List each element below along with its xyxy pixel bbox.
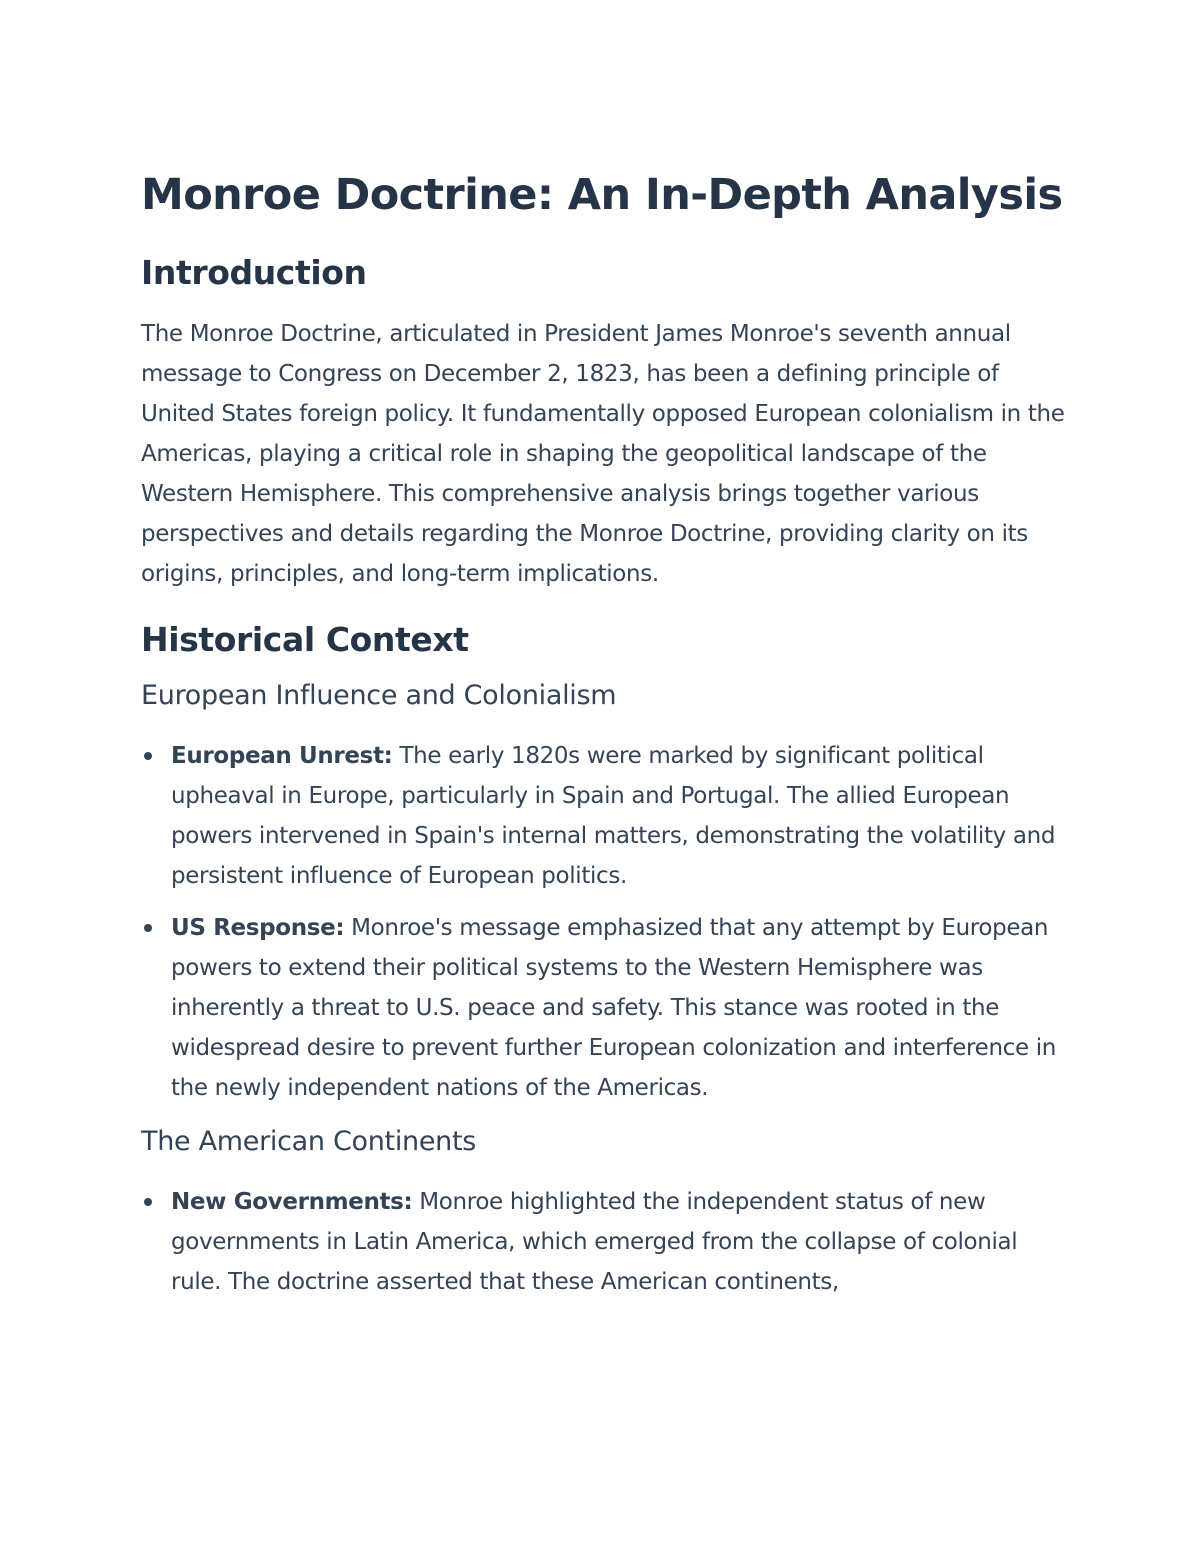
list-item-text: The early 1820s were marked by significant political upheaval in Europe, particularly in Spain and Portugal. The allied European powers intervened in Spain's internal matters, demonstrating the volatility and persistent influence of European politics. <box>171 743 1056 889</box>
list-item-text: Monroe's message emphasized that any attempt by European powers to extend their political systems to the Western Hemisphere was inherently a threat to U.S. peace and safety. This stance was rooted in the widespread desire to prevent further European colonization and interference in the newly independent nations of the Americas. <box>171 915 1057 1101</box>
american-continents-heading: The American Continents <box>141 1126 477 1157</box>
american-continents-list <box>141 1182 1066 1302</box>
bullet-icon <box>144 752 152 760</box>
bullet-icon <box>144 924 152 932</box>
list-item <box>141 908 1066 1108</box>
list-item <box>141 1182 1066 1302</box>
document-page <box>141 163 1066 1314</box>
list-item-label: New Governments: <box>171 1189 413 1215</box>
list-item-label: European Unrest: <box>171 743 393 769</box>
historical-context-heading: Historical Context <box>141 620 469 659</box>
document-title: Monroe Doctrine: An In-Depth Analysis <box>141 170 1063 220</box>
list-item-text: Monroe highlighted the independent status of new governments in Latin America, which emerged from the collapse of colonial rule. The doctrine asserted that these American continents, <box>171 1189 1018 1295</box>
european-influence-heading: European Influence and Colonialism <box>141 680 617 711</box>
introduction-heading: Introduction <box>141 253 367 292</box>
list-item-label: US Response: <box>171 915 345 941</box>
introduction-paragraph: The Monroe Doctrine, articulated in President James Monroe's seventh annual message to Congress on December 2, 1823, has been a defining principle of United States foreign policy. It fundamentally opposed European colonialism in the Americas, playing a critical role in shaping the geopolitical landscape of the Western Hemisphere. This comprehensive analysis brings together various perspectives and details regarding the Monroe Doctrine, providing clarity on its origins, principles, and long-term implications. <box>141 321 1065 587</box>
list-item <box>141 736 1066 896</box>
european-influence-list <box>141 736 1066 1108</box>
bullet-icon <box>144 1198 152 1206</box>
